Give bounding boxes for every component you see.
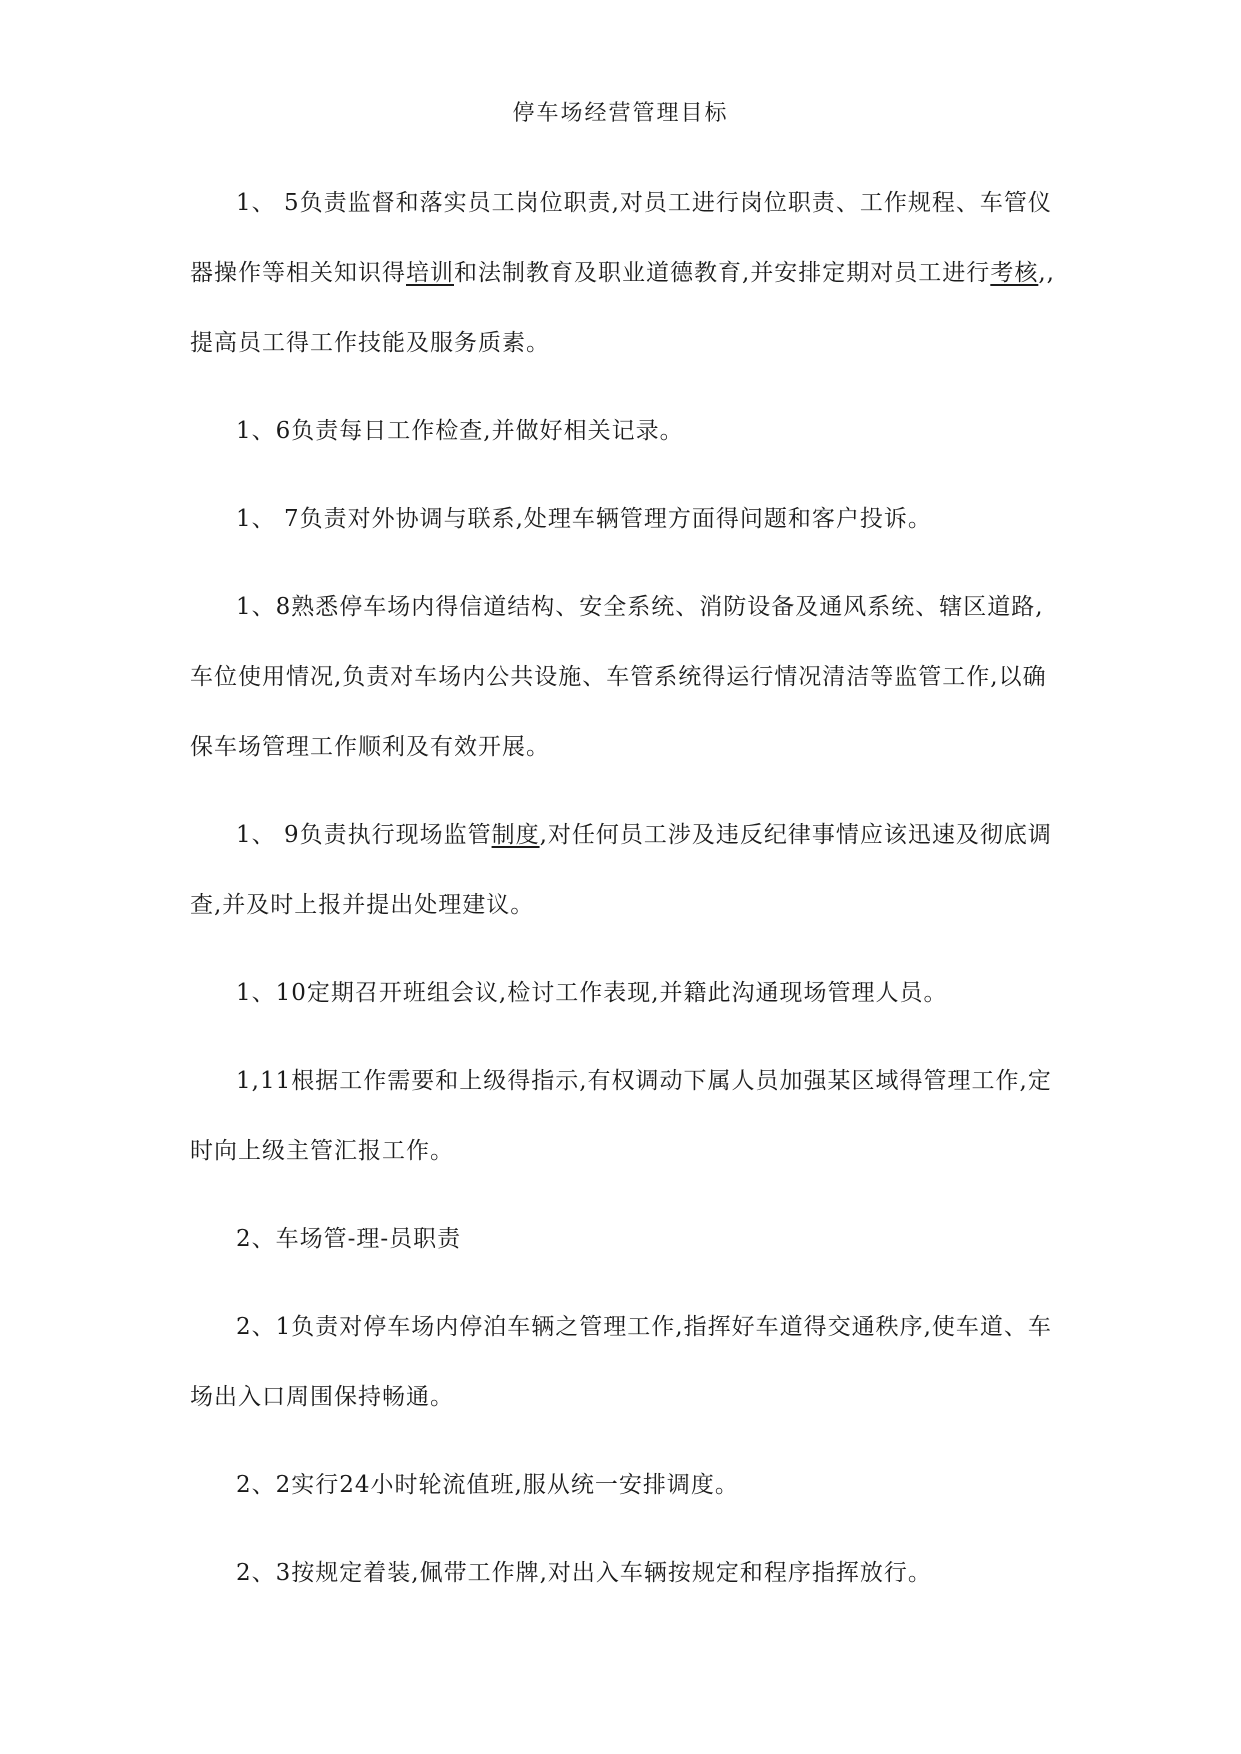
- paragraph: [190, 800, 1060, 940]
- paragraph-text: 1、10定期召开班组会议,检讨工作表现,并籍此沟通现场管理人员。: [236, 980, 948, 1006]
- paragraph-text: ,对任何员工涉及违反纪律事情应该迅速及彻底调查,并及时上报并提出处理建议。: [190, 822, 1052, 918]
- paragraph-text: 1、 7负责对外协调与联系,处理车辆管理方面得问题和客户投诉。: [236, 506, 932, 532]
- document-title: 停车场经营管理目标: [512, 101, 729, 126]
- paragraph: [190, 168, 1060, 378]
- paragraph: [190, 572, 1060, 782]
- paragraph-text: 1,11根据工作需要和上级得指示,有权调动下属人员加强某区域得管理工作,定时向上级主管汇报工作。: [190, 1068, 1052, 1164]
- paragraph-text: ,,提高员工得工作技能及服务质素。: [190, 260, 1055, 356]
- paragraph-text: 2、车场管-理-员职责: [236, 1226, 462, 1252]
- paragraph-text: 1、6负责每日工作检查,并做好相关记录。: [236, 418, 684, 444]
- paragraph: [190, 1538, 1060, 1608]
- document-body: [190, 168, 1060, 1608]
- paragraph: [190, 1450, 1060, 1520]
- paragraph-text: 1、 9负责执行现场监管: [236, 822, 492, 848]
- paragraph-text: 1、 5负责监督和落实员工岗位职责,对员工进行岗位职责、工作规程、车管仪器操作等相关知识得: [190, 190, 1052, 286]
- paragraph: [190, 1046, 1060, 1186]
- paragraph: [190, 1204, 1060, 1274]
- paragraph-text: 和法制教育及职业道德教育,并安排定期对员工进行: [454, 260, 991, 286]
- paragraph: [190, 958, 1060, 1028]
- paragraph: [190, 1292, 1060, 1432]
- underlined-text: 考核: [990, 260, 1039, 286]
- paragraph: [190, 484, 1060, 554]
- paragraph-text: 2、1负责对停车场内停泊车辆之管理工作,指挥好车道得交通秩序,使车道、车场出入口周围保持畅通。: [190, 1314, 1052, 1410]
- paragraph-text: 2、2实行24小时轮流值班,服从统一安排调度。: [236, 1472, 739, 1498]
- paragraph-text: 2、3按规定着装,佩带工作牌,对出入车辆按规定和程序指挥放行。: [236, 1560, 932, 1586]
- underlined-text: 培训: [406, 260, 454, 286]
- underlined-text: 制度: [491, 822, 540, 848]
- paragraph-text: 1、8熟悉停车场内得信道结构、安全系统、消防设备及通风系统、辖区道路,车位使用情况,负责对车场内公共设施、车管系统得运行情况清洁等监管工作,以确保车场管理工作顺利及有效开展。: [190, 594, 1047, 760]
- paragraph: [190, 396, 1060, 466]
